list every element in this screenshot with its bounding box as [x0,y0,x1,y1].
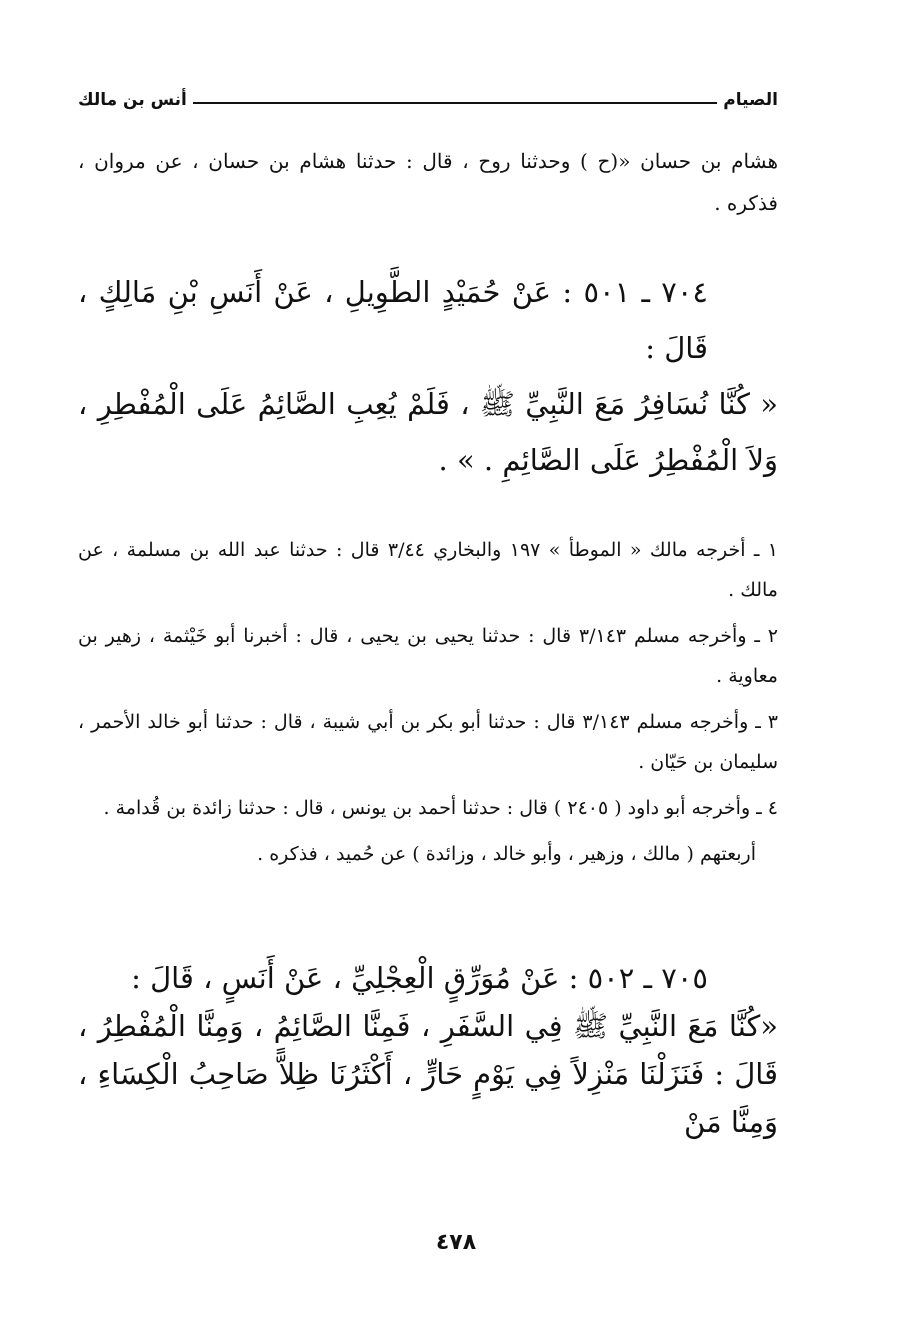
hadith-number: ٧٠٤ ـ ٥٠١ : [562,275,709,309]
chapter-title: أنس بن مالك [78,90,187,110]
hadith-isnad: عَنْ حُمَيْدٍ الطَّوِيلِ ، عَنْ أَنَسِ بْنِ مَالِكٍ ، قَالَ : [78,275,708,365]
footnote-2: ٢ ـ وأخرجه مسلم ٣/١٤٣ قال : حدثنا يحيى بن يحيى ، قال : أخبرنا أبو خَيْثمة ، زهير بن معاوية . [78,625,778,687]
hadith-text: « كُنَّا نُسَافِرُ مَعَ النَّبِيِّ ﷺ ، فَلَمْ يُعِبِ الصَّائِمُ عَلَى الْمُفْطِرِ ، وَلاَ الْمُفْطِرُ عَلَى الصَّائِمِ . » . [78,387,778,477]
book-page [78,86,778,1146]
footnote-4: ٤ ـ وأخرجه أبو داود ( ٢٤٠٥ ) قال : حدثنا أحمد بن يونس ، قال : حدثنا زائدة بن قُدامة . [103,797,778,819]
footnote-3: ٣ ـ وأخرجه مسلم ٣/١٤٣ قال : حدثنا أبو بكر بن أبي شيبة ، قال : حدثنا أبو خالد الأحمر ، سليمان بن حَيّان . [78,711,778,773]
hadith-chain [78,264,778,376]
continuation-paragraph: هشام بن حسان «(ح ) وحدثنا روح ، قال : حدثنا هشام بن حسان ، عن مروان ، فذكره . [78,149,778,215]
running-header [78,86,778,114]
section-title: الصيام [723,90,778,110]
header-rule [193,102,717,104]
footnotes [78,530,778,874]
page-number: ٤٧٨ [435,1230,477,1255]
hadith-text: «كُنَّا مَعَ النَّبِيِّ ﷺ فِي السَّفَرِ ، فَمِنَّا الصَّائِمُ ، وَمِنَّا الْمُفْطِرُ ، قَالَ : فَنَزَلْنَا مَنْزِلاً فِي يَوْمٍ حَارٍّ ، أَكْثَرُنَا ظِلاًّ صَاحِبُ الْكِسَاءِ ، وَمِنَّا مَنْ [78,1009,778,1139]
hadith-chain [78,954,778,1002]
footnote-1: ١ ـ أخرجه مالك « الموطأ » ١٩٧ والبخاري ٣/٤٤ قال : حدثنا عبد الله بن مسلمة ، عن مالك . [78,539,779,601]
hadith-705 [78,954,778,1146]
footnote-summary: أربعتهم ( مالك ، وزهير ، وأبو خالد ، وزائدة ) عن حُميد ، فذكره . [257,843,756,865]
hadith-number: ٧٠٥ ـ ٥٠٢ : [568,961,708,995]
hadith-704 [78,264,778,488]
hadith-isnad: عَنْ مُوَرِّقٍ الْعِجْلِيِّ ، عَنْ أَنَسٍ ، قَالَ : [131,961,560,995]
